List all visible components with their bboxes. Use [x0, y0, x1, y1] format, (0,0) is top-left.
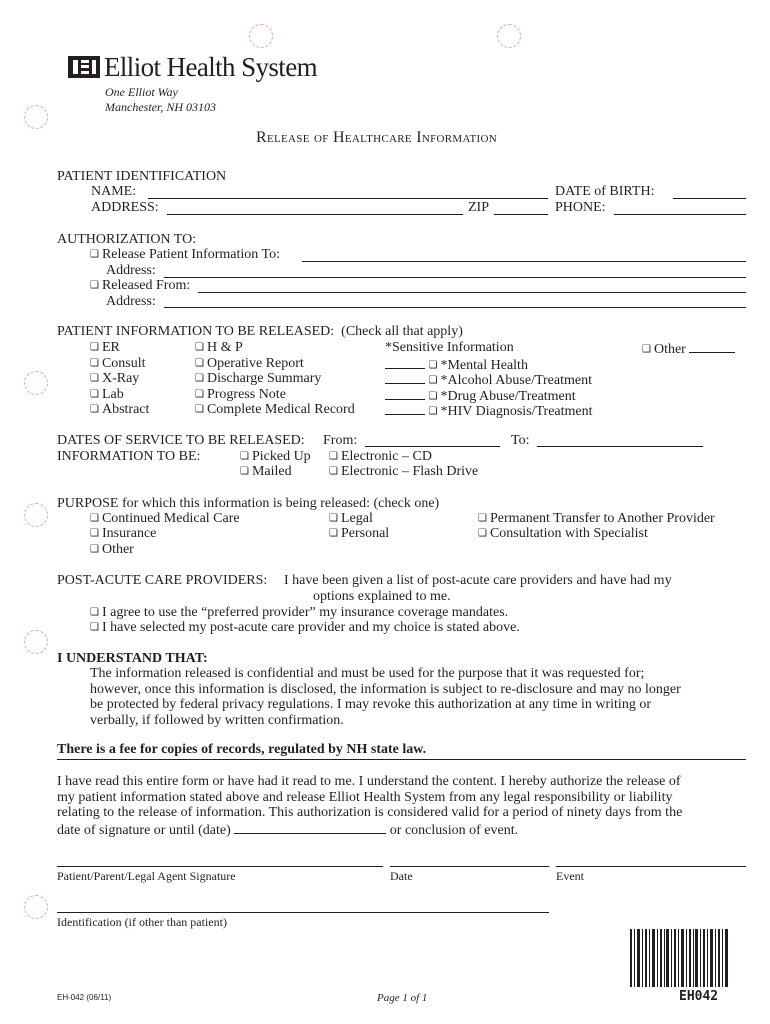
post-acute-option-preferred[interactable]: ❏ I agree to use the “preferred provider” my insurance coverage mandates. [90, 605, 509, 620]
authorization-heading: AUTHORIZATION TO: [57, 232, 197, 247]
identification-label: Identification (if other than patient) [57, 915, 227, 929]
purpose-instruction: for which this information is being released: (check one) [121, 496, 440, 511]
org-address-line1: One Elliot Way [105, 85, 178, 99]
checkbox-icon[interactable]: ❏ [240, 466, 249, 477]
checkbox-icon[interactable]: ❏ [195, 373, 204, 384]
released-from-address-field[interactable] [164, 307, 746, 308]
purpose-personal[interactable]: ❏ Personal [329, 526, 390, 541]
signature-label: Patient/Parent/Legal Agent Signature [57, 869, 236, 883]
info-progress-note[interactable]: ❏ Progress Note [195, 387, 286, 402]
checkbox-icon[interactable]: ❏ [329, 466, 338, 477]
org-name: Elliot Health System [104, 52, 317, 82]
sensitive-info-heading: *Sensitive Information [385, 340, 514, 355]
consent-line-2: my patient information stated above and release Elliot Health System from any legal responsibility or liability [57, 790, 673, 805]
dob-field[interactable] [673, 198, 746, 199]
sensitive-alcohol-abuse[interactable]: ❏ *Alcohol Abuse/Treatment [385, 372, 592, 388]
consent-line-1: I have read this entire form or have had it read to me. I understand the content. I hereby authorize the release of [57, 774, 681, 789]
option-picked-up[interactable]: ❏ Picked Up [240, 449, 311, 464]
checkbox-icon[interactable]: ❏ [478, 528, 487, 539]
consent-line-3: relating to the release of information. This authorization is considered valid for a period of ninety days from the [57, 805, 683, 820]
name-label: NAME: [91, 184, 137, 199]
page-number: Page 1 of 1 [377, 992, 428, 1004]
checkbox-icon[interactable]: ❏ [90, 249, 99, 260]
purpose-heading: PURPOSE for which this information is being released: (check one) [57, 496, 440, 511]
hole-punch-mark-7 [24, 895, 48, 919]
initials-field[interactable] [385, 403, 425, 415]
released-from-label: Released From: [101, 278, 191, 293]
post-acute-text-1: I have been given a list of post-acute care providers and have had my [284, 573, 672, 588]
info-abstract[interactable]: ❏ Abstract [90, 402, 150, 417]
checkbox-icon[interactable]: ❏ [195, 404, 204, 415]
understand-line-1: The information released is confidential and must be used for the purpose that it was requested for; [90, 666, 645, 681]
checkbox-icon[interactable]: ❏ [90, 373, 99, 384]
sensitive-drug-abuse[interactable]: ❏ *Drug Abuse/Treatment [385, 388, 576, 404]
release-to-address-field[interactable] [164, 277, 746, 278]
release-to-field[interactable] [302, 261, 746, 262]
checkbox-icon[interactable]: ❏ [329, 528, 338, 539]
event-field[interactable] [556, 866, 746, 867]
info-complete-medical-record[interactable]: ❏ Complete Medical Record [195, 402, 355, 417]
purpose-permanent-transfer[interactable]: ❏ Permanent Transfer to Another Provider [478, 511, 715, 526]
checkbox-icon[interactable]: ❏ [90, 389, 99, 400]
hole-punch-mark-5 [24, 503, 48, 527]
checkbox-icon[interactable]: ❏ [90, 280, 99, 291]
purpose-other[interactable]: ❏ Other [90, 542, 134, 557]
to-label: To: [511, 433, 530, 448]
checkbox-icon[interactable]: ❏ [642, 344, 651, 355]
checkbox-icon[interactable]: ❏ [90, 358, 99, 369]
org-address-line2: Manchester, NH 03103 [105, 100, 216, 114]
option-electronic-cd[interactable]: ❏ Electronic – CD [329, 449, 432, 464]
identification-field[interactable] [57, 912, 549, 913]
understand-line-2: however, once this information is disclosed, the information is subject to re-disclosure and may no longer [90, 682, 681, 697]
date-label: Date [390, 869, 413, 883]
initials-field[interactable] [385, 388, 425, 400]
initials-field[interactable] [385, 357, 425, 369]
form-title: Release of Healthcare Information [256, 129, 497, 146]
checkbox-icon[interactable]: ❏ [240, 451, 249, 462]
understand-line-4: verbally, if followed by written confirmation. [90, 713, 344, 728]
dob-label: DATE of BIRTH: [555, 184, 655, 199]
valid-until-date-field[interactable] [234, 822, 386, 834]
release-to-row [90, 248, 280, 262]
post-acute-text-2: options explained to me. [313, 589, 451, 604]
checkbox-icon[interactable]: ❏ [90, 404, 99, 415]
dates-of-service-heading: DATES OF SERVICE TO BE RELEASED: [57, 433, 305, 448]
checkbox-icon[interactable]: ❏ [90, 342, 99, 353]
patient-info-instruction: (Check all that apply) [341, 324, 463, 339]
info-er[interactable]: ❏ ER [90, 340, 120, 355]
hole-punch-mark-3 [24, 105, 48, 129]
initials-field[interactable] [385, 372, 425, 384]
fee-notice-rule [57, 759, 746, 760]
date-field[interactable] [390, 866, 549, 867]
released-from-address-label: Address: [106, 294, 156, 309]
barcode-icon [630, 929, 730, 987]
purpose-consultation[interactable]: ❏ Consultation with Specialist [478, 526, 648, 541]
released-from-row [90, 279, 190, 293]
checkbox-icon[interactable]: ❏ [90, 544, 99, 555]
checkbox-icon[interactable]: ❏ [428, 406, 438, 417]
consent-line-4: date of signature or until (date) or conclusion of event. [57, 823, 519, 838]
from-date-field[interactable] [365, 446, 500, 447]
patient-info-heading: PATIENT INFORMATION TO BE RELEASED: (Check all that apply) [57, 324, 463, 339]
post-acute-heading: POST-ACUTE CARE PROVIDERS: [57, 573, 268, 588]
purpose-legal[interactable]: ❏ Legal [329, 511, 373, 526]
checkbox-icon[interactable]: ❏ [195, 358, 204, 369]
hole-punch-mark-6 [24, 630, 48, 654]
from-label: From: [323, 433, 358, 448]
zip-field[interactable] [494, 214, 548, 215]
info-other[interactable]: ❏ Other [642, 341, 735, 357]
released-from-field[interactable] [198, 292, 746, 293]
checkbox-icon[interactable]: ❏ [90, 528, 99, 539]
checkbox-icon[interactable]: ❏ [329, 513, 338, 524]
checkbox-icon[interactable]: ❏ [329, 451, 338, 462]
info-h-and-p[interactable]: ❏ H & P [195, 340, 243, 355]
other-field[interactable] [689, 341, 735, 353]
purpose-insurance[interactable]: ❏ Insurance [90, 526, 157, 541]
checkbox-icon[interactable]: ❏ [478, 513, 487, 524]
sensitive-hiv[interactable]: ❏ *HIV Diagnosis/Treatment [385, 403, 593, 419]
eh-logo-mark-icon [68, 56, 100, 78]
checkbox-icon[interactable]: ❏ [428, 391, 438, 402]
post-acute-option-selected[interactable]: ❏ I have selected my post-acute care provider and my choice is stated above. [90, 620, 520, 635]
patient-identification-heading: PATIENT IDENTIFICATION [57, 169, 227, 184]
barcode-text: EH042 [679, 989, 719, 1004]
zip-label: ZIP [468, 200, 489, 215]
checkbox-icon[interactable]: ❏ [90, 513, 99, 524]
hole-punch-mark-2 [497, 24, 521, 48]
checkbox-icon[interactable]: ❏ [195, 342, 204, 353]
checkbox-icon[interactable]: ❏ [90, 607, 99, 618]
checkbox-icon[interactable]: ❏ [428, 375, 438, 386]
info-lab[interactable]: ❏ Lab [90, 387, 124, 402]
understand-line-3: be protected by federal privacy regulations. I may revoke this authorization at any time in writing or [90, 697, 651, 712]
signature-field[interactable] [57, 866, 383, 867]
phone-field[interactable] [614, 214, 746, 215]
release-to-label: Release Patient Information To: [101, 247, 280, 262]
address-label: ADDRESS: [91, 200, 159, 215]
info-consult[interactable]: ❏ Consult [90, 356, 146, 371]
info-to-be-label: INFORMATION TO BE: [57, 449, 201, 464]
sensitive-mental-health[interactable]: ❏ *Mental Health [385, 357, 528, 373]
address-field[interactable] [167, 214, 463, 215]
hole-punch-mark-1 [249, 24, 273, 48]
info-xray[interactable]: ❏ X-Ray [90, 371, 140, 386]
form-code: EH-042 (06/11) [57, 993, 112, 1002]
checkbox-icon[interactable]: ❏ [195, 389, 204, 400]
option-electronic-flash-drive[interactable]: ❏ Electronic – Flash Drive [329, 464, 479, 479]
info-operative-report[interactable]: ❏ Operative Report [195, 356, 304, 371]
release-to-address-label: Address: [106, 263, 156, 278]
info-discharge-summary[interactable]: ❏ Discharge Summary [195, 371, 322, 386]
checkbox-icon[interactable]: ❏ [428, 360, 438, 371]
checkbox-icon[interactable]: ❏ [90, 622, 99, 633]
to-date-field[interactable] [537, 446, 703, 447]
hole-punch-mark-4 [24, 371, 48, 395]
phone-label: PHONE: [555, 200, 606, 215]
event-label: Event [556, 869, 584, 883]
purpose-continued-care[interactable]: ❏ Continued Medical Care [90, 511, 240, 526]
option-mailed[interactable]: ❏ Mailed [240, 464, 292, 479]
name-field[interactable] [148, 198, 548, 199]
understand-heading: I UNDERSTAND THAT: [57, 651, 208, 666]
fee-notice: There is a fee for copies of records, regulated by NH state law. [57, 742, 427, 757]
